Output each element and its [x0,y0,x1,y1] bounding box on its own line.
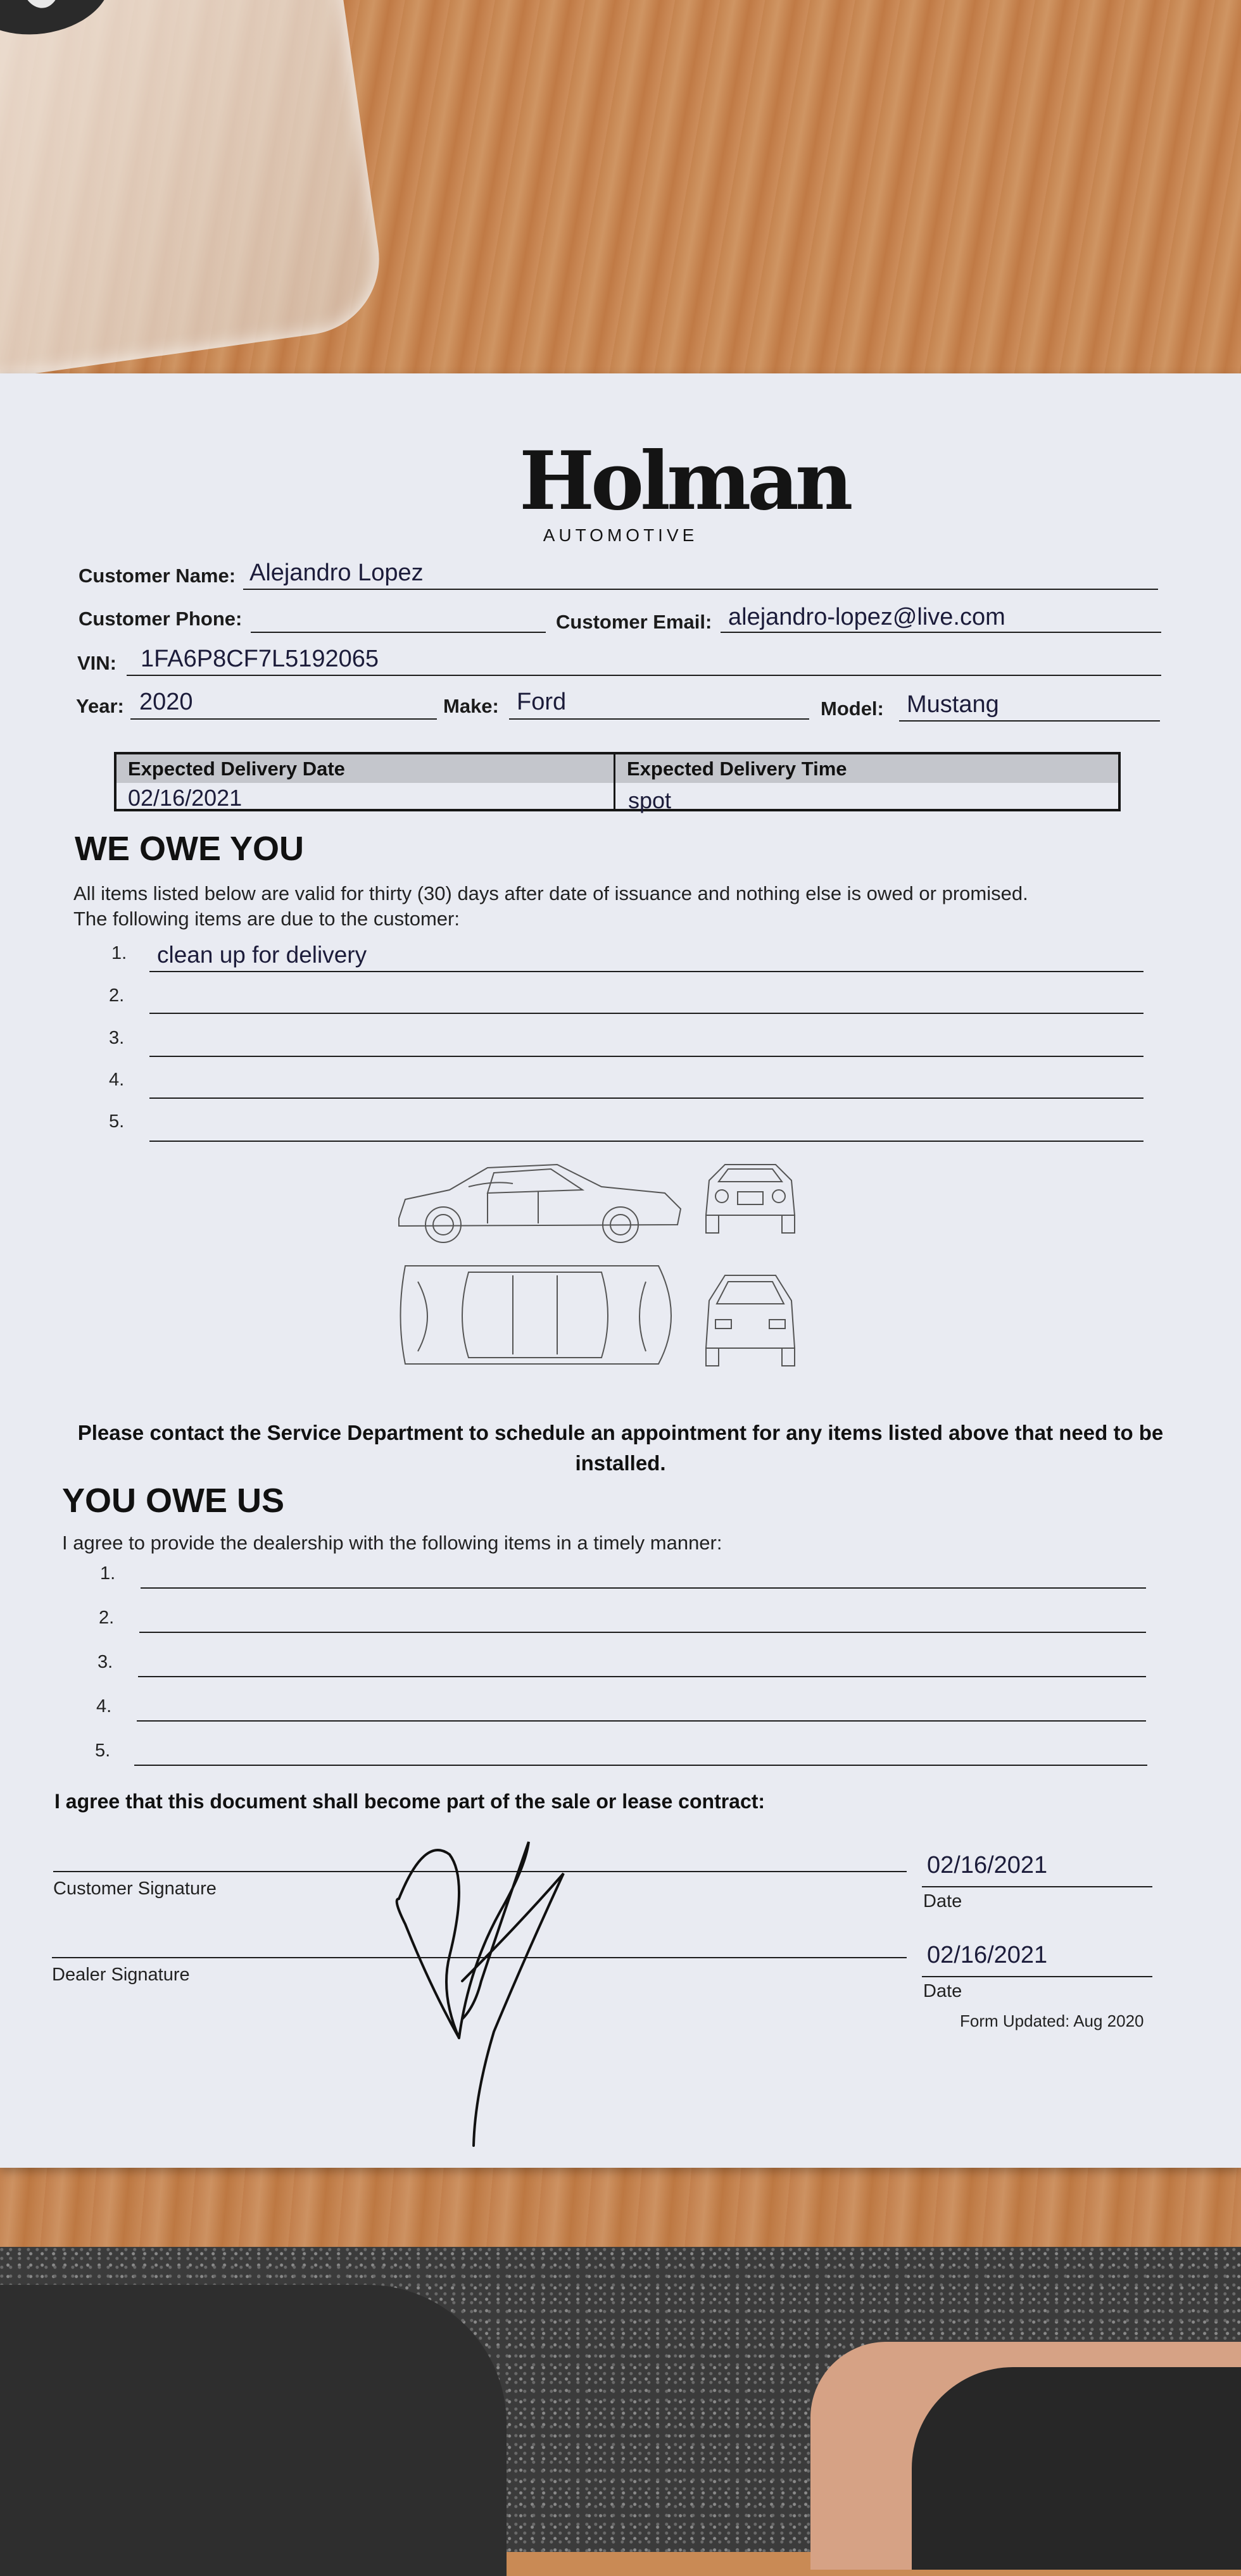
customer-email-label: Customer Email: [556,611,712,633]
container-knob [0,0,117,44]
year-value[interactable]: 2020 [139,689,193,715]
make-value[interactable]: Ford [517,689,567,715]
you-owe-title: YOU OWE US [62,1482,285,1520]
customer-phone-label: Customer Phone: [79,608,243,630]
vin-value[interactable]: 1FA6P8CF7L5192065 [141,646,379,672]
brand-logo-subtitle: AUTOMOTIVE [543,525,698,545]
we-owe-item-line [149,1141,1143,1142]
car-rear-view [706,1275,795,1366]
year-label: Year: [76,695,124,717]
we-owe-item-number: 2. [109,985,125,1006]
make-line [509,718,809,720]
we-owe-item-line [149,1013,1143,1014]
brand-logo: Holman [519,434,850,528]
customer-email-line [721,632,1161,633]
we-owe-subparagraph: The following items are due to the customer: [73,908,460,930]
agreement-statement: I agree that this document shall become part of the sale or lease contract: [54,1790,765,1813]
leg-left [0,2285,507,2576]
you-owe-item-line [134,1765,1147,1766]
you-owe-item-number: 4. [96,1696,112,1716]
delivery-box [114,752,1121,811]
you-owe-item-line [138,1676,1146,1677]
you-owe-paragraph: I agree to provide the dealership with the following items in a timely manner: [62,1532,722,1554]
we-owe-item-number: 5. [109,1111,125,1132]
customer-date-label: Date [923,1891,962,1911]
dealer-date-line [922,1976,1152,1977]
you-owe-item-line [141,1587,1146,1589]
car-top-view [401,1266,672,1364]
you-owe-item-number: 1. [100,1563,116,1584]
you-owe-item-number: 5. [95,1741,111,1761]
form-updated-note: Form Updated: Aug 2020 [960,2011,1144,2030]
you-owe-item-number: 2. [99,1608,115,1628]
form-paper [0,373,1241,2168]
delivery-date-header: Expected Delivery Date [117,754,614,783]
shoe-right [912,2367,1241,2570]
delivery-divider [614,754,615,809]
we-owe-item-number: 4. [109,1070,125,1090]
customer-name-label: Customer Name: [79,565,236,587]
dealer-date-label: Date [923,1981,962,2001]
vehicle-damage-diagram [393,1155,820,1373]
we-owe-item-line [149,1097,1143,1099]
delivery-date-value[interactable]: 02/16/2021 [128,785,243,811]
we-owe-item-line [149,1056,1143,1057]
car-side-view [399,1165,681,1242]
customer-email-value[interactable]: alejandro-lopez@live.com [728,604,1005,630]
we-owe-item-number: 1. [111,943,127,963]
service-contact-note: Please contact the Service Department to schedule an appointment for any items listed above that need to be installed. [77,1421,1164,1475]
make-label: Make: [443,695,499,717]
customer-phone-line [251,632,546,633]
delivery-time-value[interactable]: spot [628,787,672,813]
you-owe-item-line [139,1632,1146,1633]
customer-signature-label: Customer Signature [53,1879,217,1899]
vin-label: VIN: [77,652,117,674]
we-owe-item-text[interactable]: clean up for delivery [157,942,367,968]
we-owe-item-line [149,971,1143,972]
customer-name-value[interactable]: Alejandro Lopez [249,560,424,586]
vin-line [127,675,1161,676]
customer-name-line [243,589,1158,590]
we-owe-title: WE OWE YOU [75,830,305,868]
customer-signature-date-value[interactable]: 02/16/2021 [927,1852,1048,1879]
dealer-signature-date-value[interactable]: 02/16/2021 [927,1942,1048,1968]
we-owe-paragraph: All items listed below are valid for thirty (30) days after date of issuance and nothing else is owed or promised. [73,882,1028,904]
you-owe-item-line [137,1720,1146,1722]
model-value[interactable]: Mustang [907,691,999,718]
we-owe-item-number: 3. [109,1028,125,1048]
plastic-container [0,0,389,381]
handwritten-signature [380,1829,583,2158]
model-label: Model: [821,697,884,720]
customer-date-line [922,1886,1152,1887]
delivery-time-header: Expected Delivery Time [615,754,1118,783]
dealer-signature-label: Dealer Signature [52,1965,190,1985]
model-line [899,720,1160,722]
you-owe-item-number: 3. [98,1652,113,1672]
car-front-view [706,1165,795,1233]
year-line [130,718,437,720]
